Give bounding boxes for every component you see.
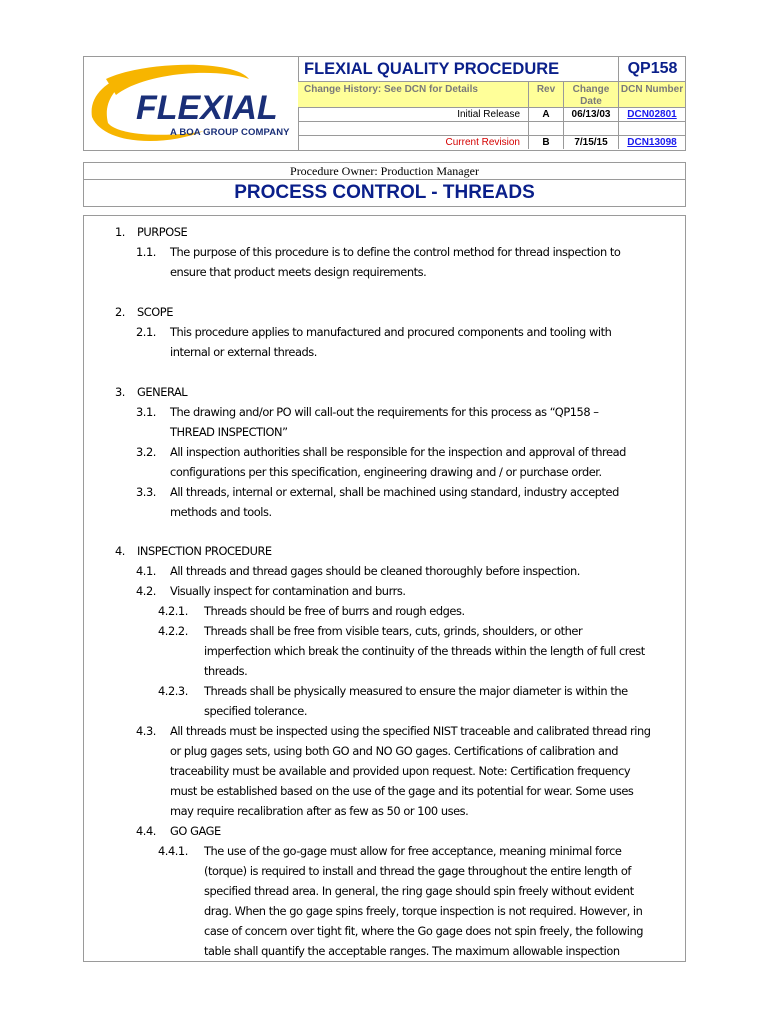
section-number: 2.1. [136, 325, 156, 339]
section-number: 4.2.3. [158, 684, 188, 698]
logo-subtitle: A BOA GROUP COMPANY [170, 127, 290, 138]
document-header [83, 56, 686, 151]
procedure-body [83, 215, 686, 962]
revision-desc [298, 122, 528, 135]
section-text: Threads shall be physically measured to ensure the major diameter is within the [204, 684, 628, 698]
doc-number: QP158 [627, 60, 678, 77]
section-number: 4. [115, 544, 125, 558]
section-text: SCOPE [137, 305, 173, 319]
change-history-header [298, 81, 685, 108]
revision-dcn-link [618, 122, 685, 135]
procedure-title: PROCESS CONTROL - THREADS [234, 182, 535, 203]
section-number: 1. [115, 225, 125, 239]
revision-rev: B [528, 136, 563, 149]
section-text: case of concern over tight fit, where the Go gage does not spin freely, the following [204, 924, 644, 938]
col-change-date: Change Date [563, 82, 618, 108]
section-text: All threads must be inspected using the specified NIST traceable and calibrated thread ring [170, 724, 651, 738]
section-number: 4.2. [136, 584, 156, 598]
section-text: specified thread area. In general, the ring gage should spin freely without evident [204, 884, 634, 898]
section-text: INSPECTION PROCEDURE [137, 544, 272, 558]
section-text: table shall quantify the acceptable ranges. The maximum allowable inspection [204, 944, 620, 958]
title-row [298, 57, 685, 81]
section-number: 4.2.1. [158, 604, 188, 618]
history-label: Change History: See DCN for Details [304, 84, 478, 95]
revision-rev: A [528, 108, 563, 121]
section-number: 4.1. [136, 564, 156, 578]
section-text: Visually inspect for contamination and burrs. [170, 584, 406, 598]
section-text: Threads should be free of burrs and rough edges. [204, 604, 465, 618]
logo-wordmark: FLEXIAL [136, 89, 278, 127]
section-number: 1.1. [136, 245, 156, 259]
section-text: (torque) is required to install and thread the gage throughout the entire length of [204, 864, 631, 878]
section-text: traceability must be available and provided upon request. Note: Certification frequency [170, 764, 631, 778]
section-number: 2. [115, 305, 125, 319]
section-number: 3.2. [136, 445, 156, 459]
section-text: The use of the go-gage must allow for free acceptance, meaning minimal force [204, 844, 622, 858]
section-text: The drawing and/or PO will call-out the requirements for this process as “QP158 – [170, 405, 599, 419]
section-text: configurations per this specification, engineering drawing and / or purchase order. [170, 465, 602, 479]
section-text: All threads and thread gages should be cleaned thoroughly before inspection. [170, 564, 580, 578]
section-text: internal or external threads. [170, 345, 317, 359]
section-number: 4.3. [136, 724, 156, 738]
section-text: All threads, internal or external, shall be machined using standard, industry accepted [170, 485, 619, 499]
col-rev: Rev [528, 82, 563, 108]
col-dcn-number: DCN Number [618, 82, 685, 108]
header-info [298, 57, 685, 150]
procedure-owner: Procedure Owner: Production Manager [84, 163, 685, 180]
revision-row [298, 107, 685, 121]
section-number: 3. [115, 385, 125, 399]
revision-row [298, 121, 685, 135]
section-text: The purpose of this procedure is to define the control method for thread inspection to [170, 245, 621, 259]
section-text: This procedure applies to manufactured and procured components and tooling with [170, 325, 612, 339]
section-number: 4.4.1. [158, 844, 188, 858]
section-text: specified tolerance. [204, 704, 308, 718]
doc-number-cell [618, 57, 686, 81]
revision-date: 06/13/03 [563, 108, 618, 121]
revision-dcn-link[interactable]: DCN13098 [618, 136, 685, 149]
revision-rev [528, 122, 563, 135]
revision-desc: Initial Release [457, 109, 520, 120]
section-text: threads. [204, 664, 248, 678]
procedure-title-box [83, 162, 686, 207]
section-text: may require recalibration after as few as 50 or 100 uses. [170, 804, 469, 818]
revision-row [298, 135, 685, 150]
section-text: imperfection which break the continuity of the threads within the length of full crest [204, 644, 645, 658]
section-text: ensure that product meets design requirements. [170, 265, 427, 279]
procedure-series-title: FLEXIAL QUALITY PROCEDURE [304, 60, 560, 78]
revision-dcn-link[interactable]: DCN02801 [618, 108, 685, 121]
section-text: All inspection authorities shall be responsible for the inspection and approval of thread [170, 445, 626, 459]
section-text: must be established based on the use of the gage and its potential for wear. Some uses [170, 784, 634, 798]
section-text: drag. When the go gage spins freely, torque inspection is not required. However, in [204, 904, 643, 918]
section-number: 4.2.2. [158, 624, 188, 638]
section-text: PURPOSE [137, 225, 188, 239]
section-text: or plug gages sets, using both GO and NO GO gages. Certifications of calibration and [170, 744, 619, 758]
section-number: 3.3. [136, 485, 156, 499]
revision-date: 7/15/15 [563, 136, 618, 149]
section-text: THREAD INSPECTION” [170, 425, 288, 439]
section-text: GENERAL [137, 385, 188, 399]
section-text: methods and tools. [170, 505, 272, 519]
revision-date [563, 122, 618, 135]
logo-cell [84, 57, 299, 150]
section-text: Threads shall be free from visible tears, cuts, grinds, shoulders, or other [204, 624, 583, 638]
revision-desc: Current Revision [445, 137, 520, 148]
section-number: 3.1. [136, 405, 156, 419]
section-number: 4.4. [136, 824, 156, 838]
section-text: GO GAGE [170, 824, 221, 838]
